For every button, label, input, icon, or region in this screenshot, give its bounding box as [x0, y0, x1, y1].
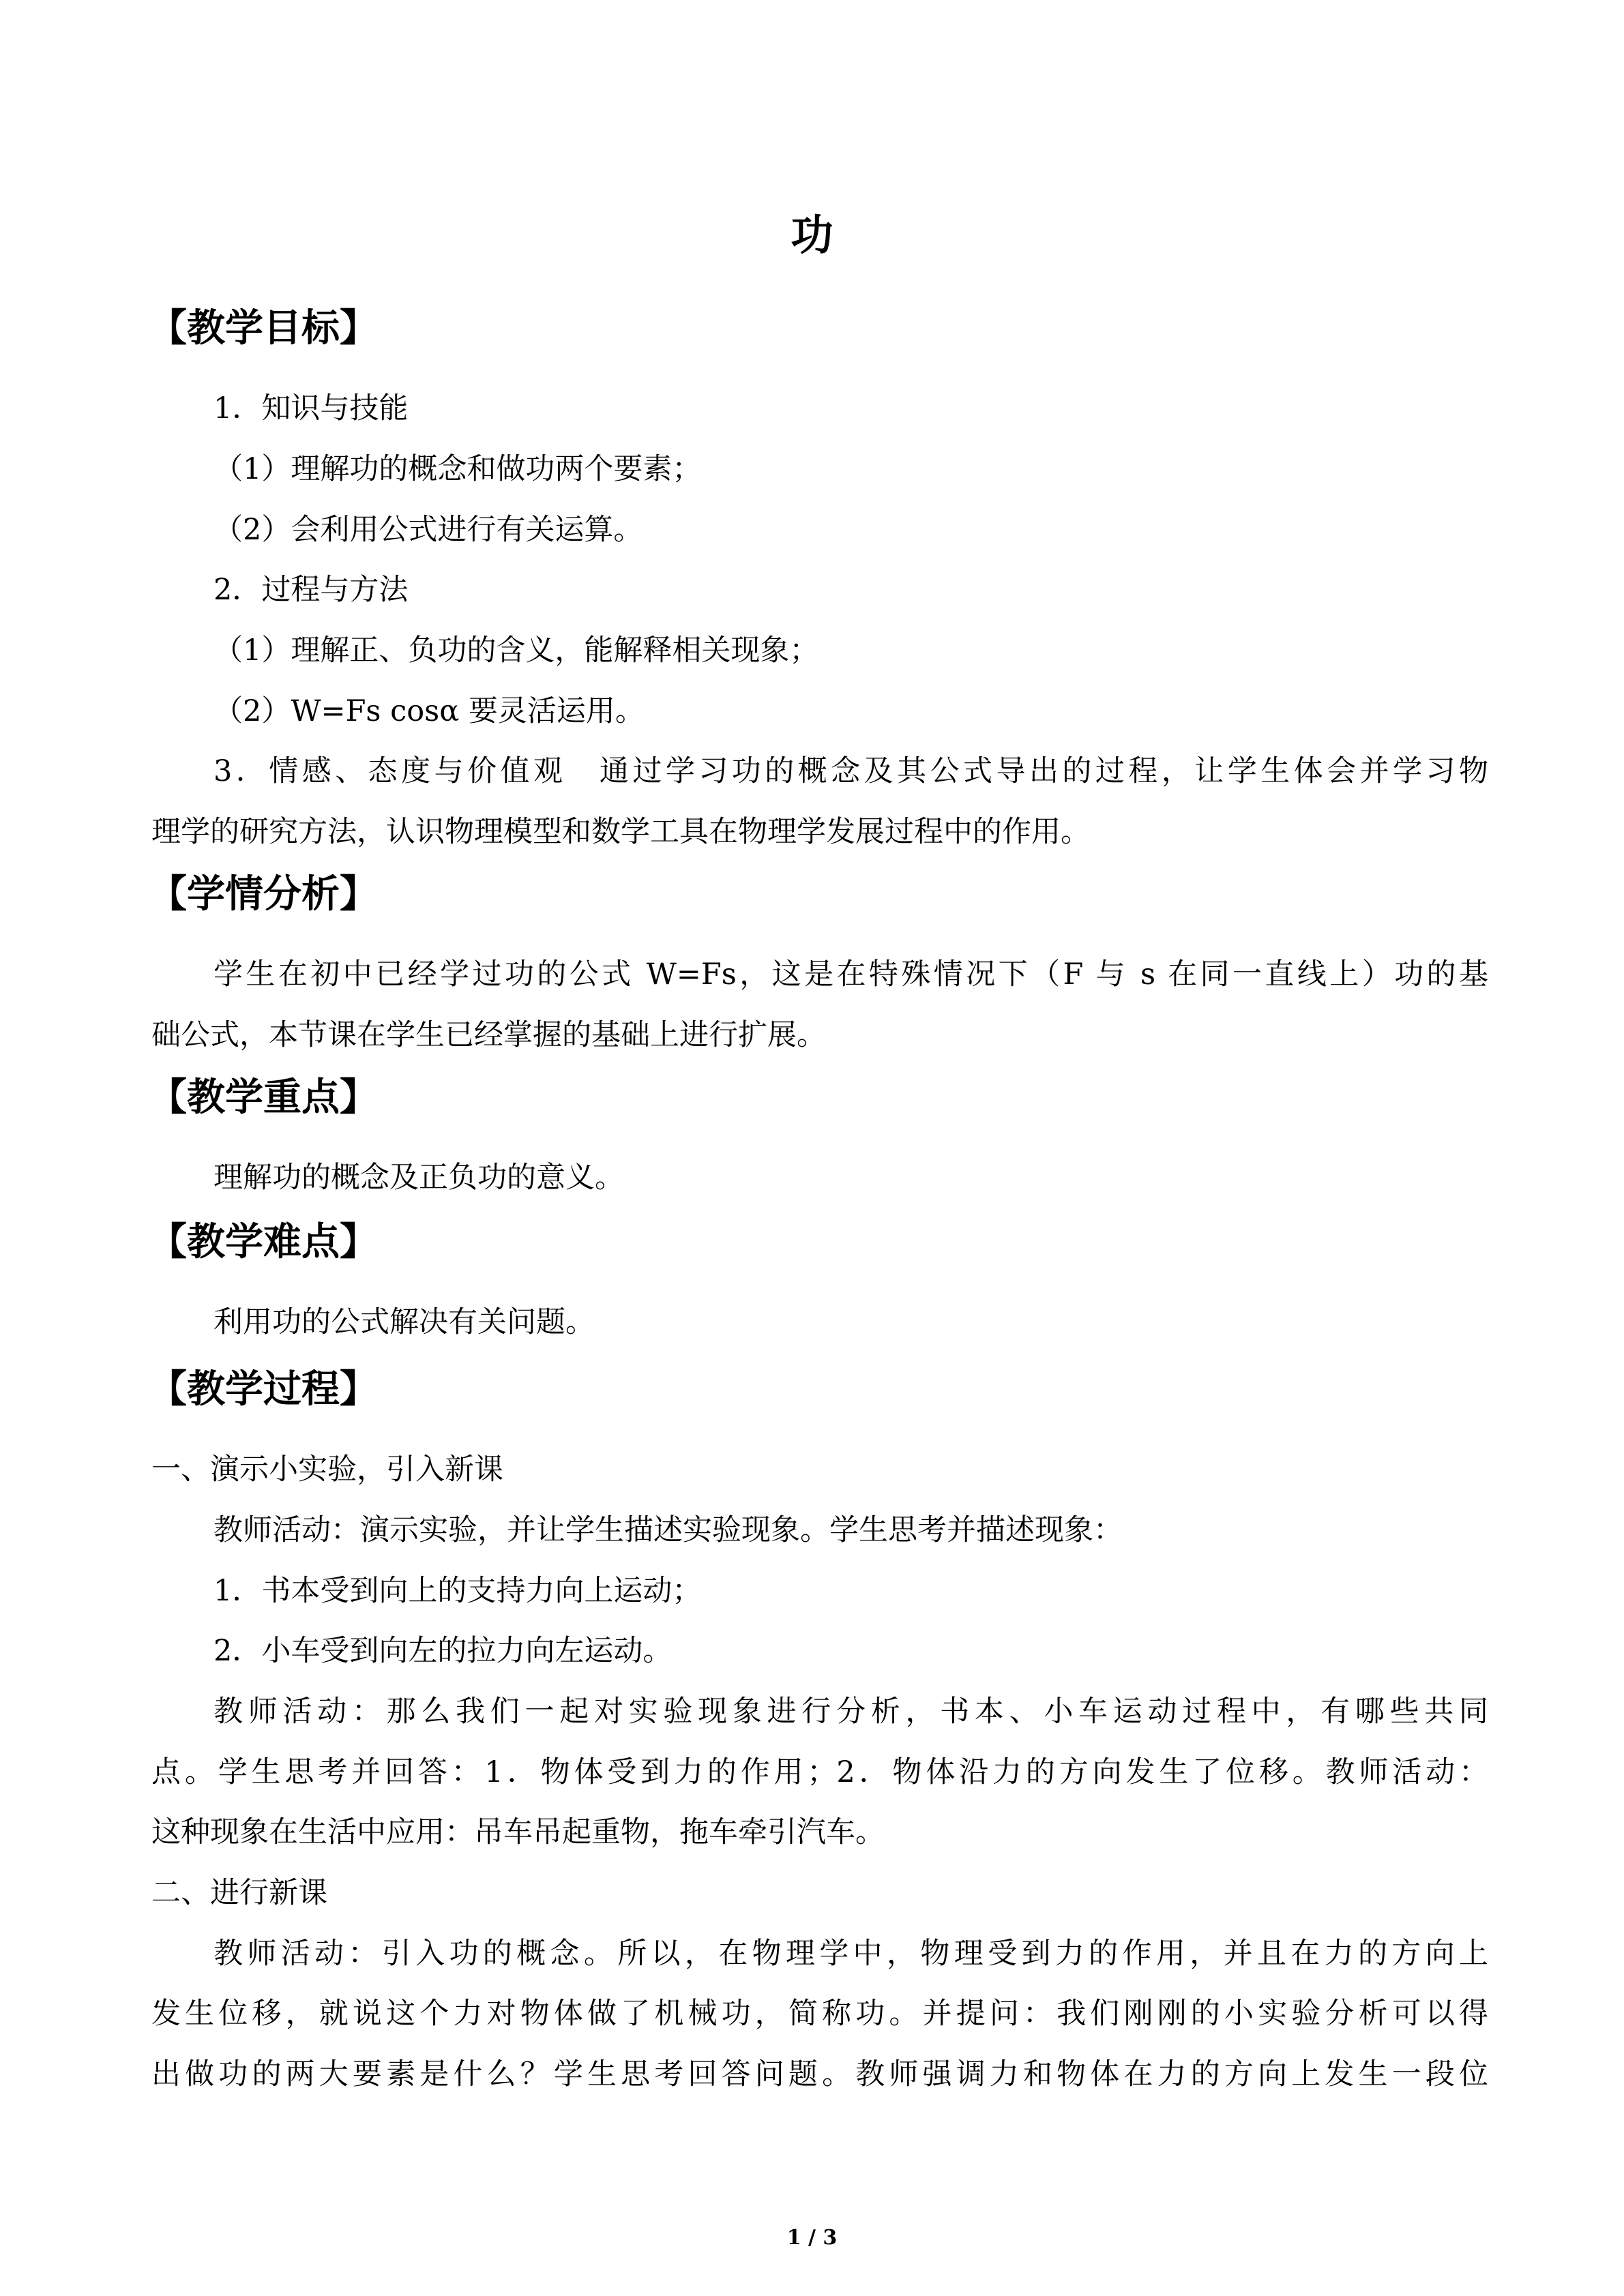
objective-item-3-line-1: 3．情感、态度与价值观 通过学习功的概念及其公式导出的过程，让学生体会并学习物: [213, 754, 1488, 788]
page-title: 功: [791, 210, 833, 260]
process-section-1-title: 一、演示小实验，引入新课: [151, 1452, 503, 1487]
process-paragraph-4-line-3: 这种现象在生活中应用：吊车吊起重物，拖车牵引汽车。: [151, 1815, 885, 1849]
objective-item-2: 2．过程与方法: [213, 573, 409, 607]
process-paragraph-2: 1．书本受到向上的支持力向上运动；: [213, 1574, 702, 1608]
objective-item-1: 1．知识与技能: [213, 391, 409, 426]
objective-item-1-sub-1: （1）理解功的概念和做功两个要素；: [213, 452, 702, 486]
heading-difficulties: 【教学难点】: [149, 1220, 378, 1264]
page-number: 1 / 3: [786, 2226, 838, 2250]
process-paragraph-3: 2．小车受到向左的拉力向左运动。: [213, 1634, 673, 1668]
key-points-line-1: 理解功的概念及正负功的意义。: [213, 1161, 624, 1195]
objective-item-3-line-2: 理学的研究方法，认识物理模型和数学工具在物理学发展过程中的作用。: [151, 815, 1090, 849]
process-paragraph-5-line-3: 出做功的两大要素是什么？学生思考回答问题。教师强调力和物体在力的方向上发生一段位: [151, 2057, 1488, 2091]
analysis-line-2: 础公式，本节课在学生已经掌握的基础上进行扩展。: [151, 1018, 826, 1052]
objective-item-2-sub-2: （2）W=Fs cosα 要灵活运用。: [213, 694, 645, 728]
heading-key-points: 【教学重点】: [149, 1075, 378, 1120]
process-paragraph-1: 教师活动：演示实验，并让学生描述实验现象。学生思考并描述现象：: [213, 1513, 1123, 1547]
difficulties-line-1: 利用功的公式解决有关问题。: [213, 1305, 595, 1339]
objective-item-1-sub-2: （2）会利用公式进行有关运算。: [213, 513, 643, 547]
analysis-line-1: 学生在初中已经学过功的公式 W=Fs，这是在特殊情况下（F 与 s 在同一直线上）功的基: [213, 957, 1488, 992]
objective-item-2-sub-1: （1）理解正、负功的含义，能解释相关现象；: [213, 633, 819, 668]
process-paragraph-4-line-1: 教师活动：那么我们一起对实验现象进行分析，书本、小车运动过程中，有哪些共同: [213, 1695, 1488, 1729]
heading-objectives: 【教学目标】: [149, 306, 378, 351]
process-section-2-title: 二、进行新课: [151, 1876, 327, 1910]
process-paragraph-5-line-1: 教师活动：引入功的概念。所以，在物理学中，物理受到力的作用，并且在力的方向上: [213, 1937, 1488, 1971]
process-paragraph-5-line-2: 发生位移，就说这个力对物体做了机械功，简称功。并提问：我们刚刚的小实验分析可以得: [151, 1997, 1488, 2031]
heading-process: 【教学过程】: [149, 1367, 378, 1412]
process-paragraph-4-line-2: 点。学生思考并回答：1．物体受到力的作用；2．物体沿力的方向发生了位移。教师活动：: [151, 1755, 1488, 1789]
heading-analysis: 【学情分析】: [149, 872, 378, 916]
